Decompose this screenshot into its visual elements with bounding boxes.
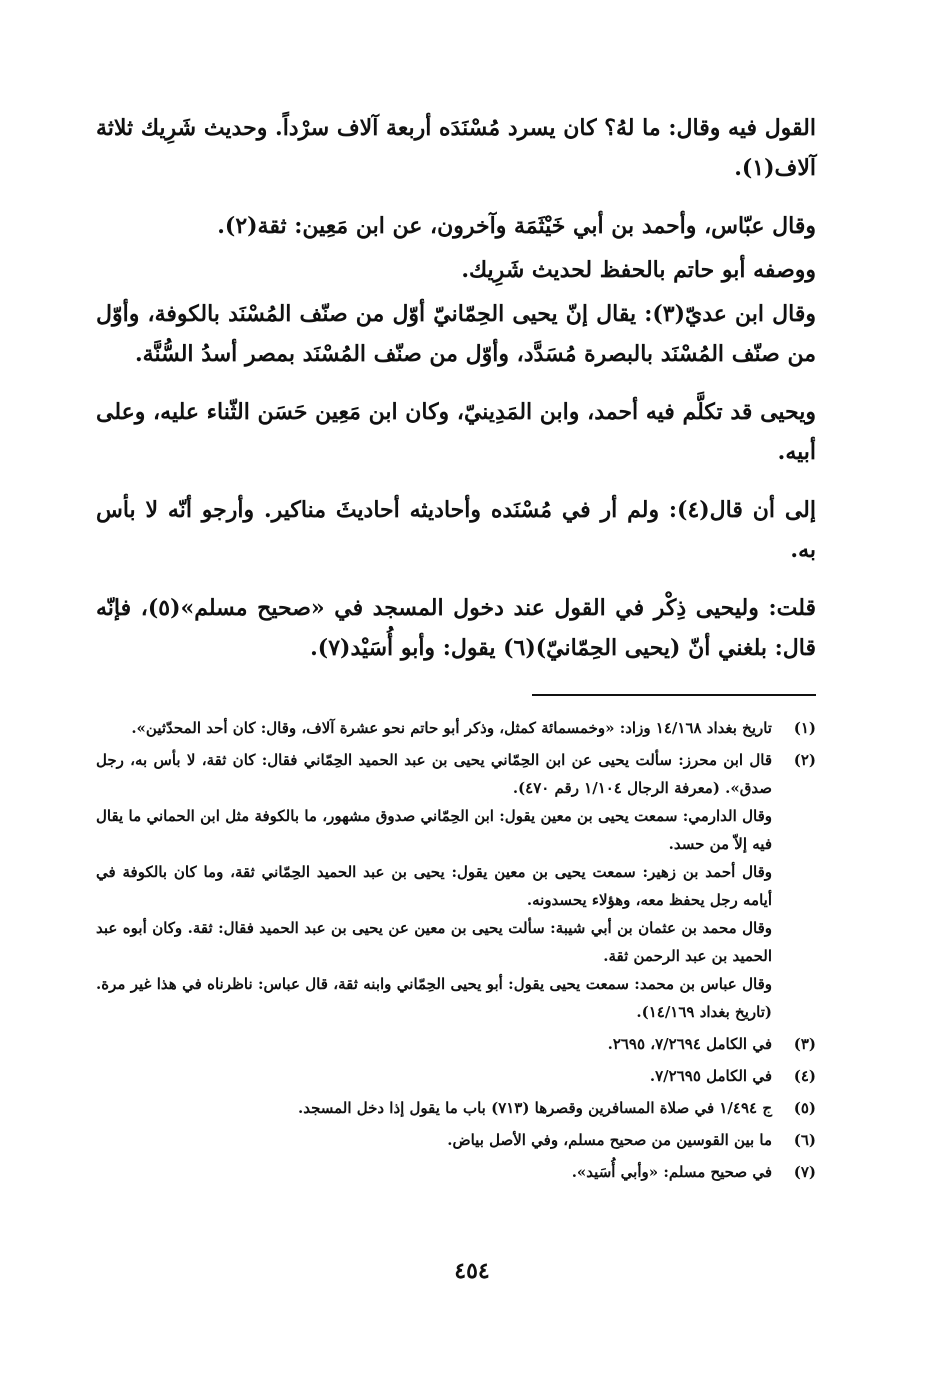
- footnote-3: [96, 1030, 816, 1058]
- footnote-6: [96, 1126, 816, 1154]
- footnote-1: [96, 714, 816, 742]
- footnote-number: (٧): [793, 1163, 816, 1181]
- footnote-text: ما بين القوسين من صحيح مسلم، وفي الأصل بياض.: [447, 1131, 772, 1149]
- footnote-2: [96, 746, 816, 1026]
- footnote-text: وقال عباس بن محمد: سمعت يحيى يقول: أبو يحيى الحِمّاني وابنه ثقة، قال عباس: ناظرناه في هذا غير مرة. (تاريخ بغداد ١٤/١٦٩).: [96, 975, 772, 1021]
- footnote-number: (٣): [793, 1035, 816, 1053]
- footnote-text: وقال محمد بن عثمان بن أبي شيبة: سألت يحيى بن معين عن يحيى بن عبد الحميد فقال: ثقة. وكان أبوه عبد الحميد بن عبد الرحمن ثقة.: [96, 919, 772, 965]
- paragraph-1: القول فيه وقال: ما لهُ؟ كان يسرد مُسْنَدَه أربعة آلاف سرْداً. وحديث شَرِيك ثلاثة آلاف(١).: [96, 115, 816, 181]
- paragraph-7: قلت: وليحيى ذِكْر في القول عند دخول المسجد في «صحيح مسلم»(٥)، فإنّه قال: بلغني أنّ (يحيى الحِمّانيّ)(٦) يقول: وأبو أُسَيْد(٧).: [96, 595, 816, 661]
- paragraph-2: وقال عبّاس، وأحمد بن أبي خَيْثَمَة وآخرون، عن ابن مَعِين: ثقة(٢).: [217, 213, 816, 239]
- paragraph-6: إلى أن قال(٤): ولم أر في مُسْنَده وأحاديثه أحاديثَ مناكير. وأرجو أنّه لا بأس به.: [96, 497, 816, 563]
- footnote-text: تاريخ بغداد ١٤/١٦٨ وزاد: «وخمسمائة كمثل، وذكر أبو حاتم نحو عشرة آلاف، وقال: كان أحد المحدّثين».: [131, 719, 772, 737]
- footnote-text: في صحيح مسلم: «وأبي أُسَيد».: [571, 1163, 772, 1181]
- footnote-divider: [532, 694, 816, 696]
- footnote-number: (٤): [793, 1067, 816, 1085]
- page-number: ٤٥٤: [454, 1258, 490, 1284]
- footnote-number: (٦): [793, 1131, 816, 1149]
- paragraph-3: ووصفه أبو حاتم بالحفظ لحديث شَرِيك.: [461, 257, 816, 283]
- footnote-number: (١): [793, 719, 816, 737]
- footnote-text: في الكامل ٧/٢٦٩٤، ٢٦٩٥.: [607, 1035, 772, 1053]
- footnote-text: وقال الدارمي: سمعت يحيى بن معين يقول: ابن الحِمّاني صدوق مشهور، ما بالكوفة مثل ابن الحماني ما يقال فيه إلاّ من حسد.: [96, 807, 772, 853]
- footnote-text: ج ١/٤٩٤ في صلاة المسافرين وقصرها (٧١٣) باب ما يقول إذا دخل المسجد.: [297, 1099, 772, 1117]
- paragraph-4: وقال ابن عديّ(٣): يقال إنّ يحيى الحِمّانيّ أوّل من صنّف المُسْنَد بالكوفة، وأوّل من صنّف المُسْنَد بالبصرة مُسَدَّد، وأوّل من صنّف المُسْنَد بمصر أسدُ السُّنَّة.: [96, 301, 816, 367]
- footnote-5: [96, 1094, 816, 1122]
- footnote-text: قال ابن محرز: سألت يحيى عن ابن الحِمّاني يحيى بن عبد الحميد الحِمّاني فقال: كان ثقة، لا بأس به، رجل صدق». (معرفة الرجال ١/١٠٤ رقم ٤٧٠).: [96, 751, 772, 797]
- footnote-number: (٥): [793, 1099, 816, 1117]
- footnote-text: وقال أحمد بن زهير: سمعت يحيى بن معين يقول: يحيى بن عبد الحميد الحِمّاني ثقة، وما كان بالكوفة في أيامه رجل يحفظ معه، وهؤلاء يحسدونه.: [96, 863, 772, 909]
- footnote-7: [96, 1158, 816, 1186]
- footnote-4: [96, 1062, 816, 1090]
- footnote-number: (٢): [793, 751, 816, 769]
- main-text: [96, 108, 816, 686]
- footnote-text: في الكامل ٧/٢٦٩٥.: [649, 1067, 772, 1085]
- paragraph-5: ويحيى قد تكلَّم فيه أحمد، وابن المَدِينيّ، وكان ابن مَعِين حَسَن الثّناء عليه، وعلى أبيه.: [96, 399, 816, 465]
- footnotes: [96, 714, 816, 1190]
